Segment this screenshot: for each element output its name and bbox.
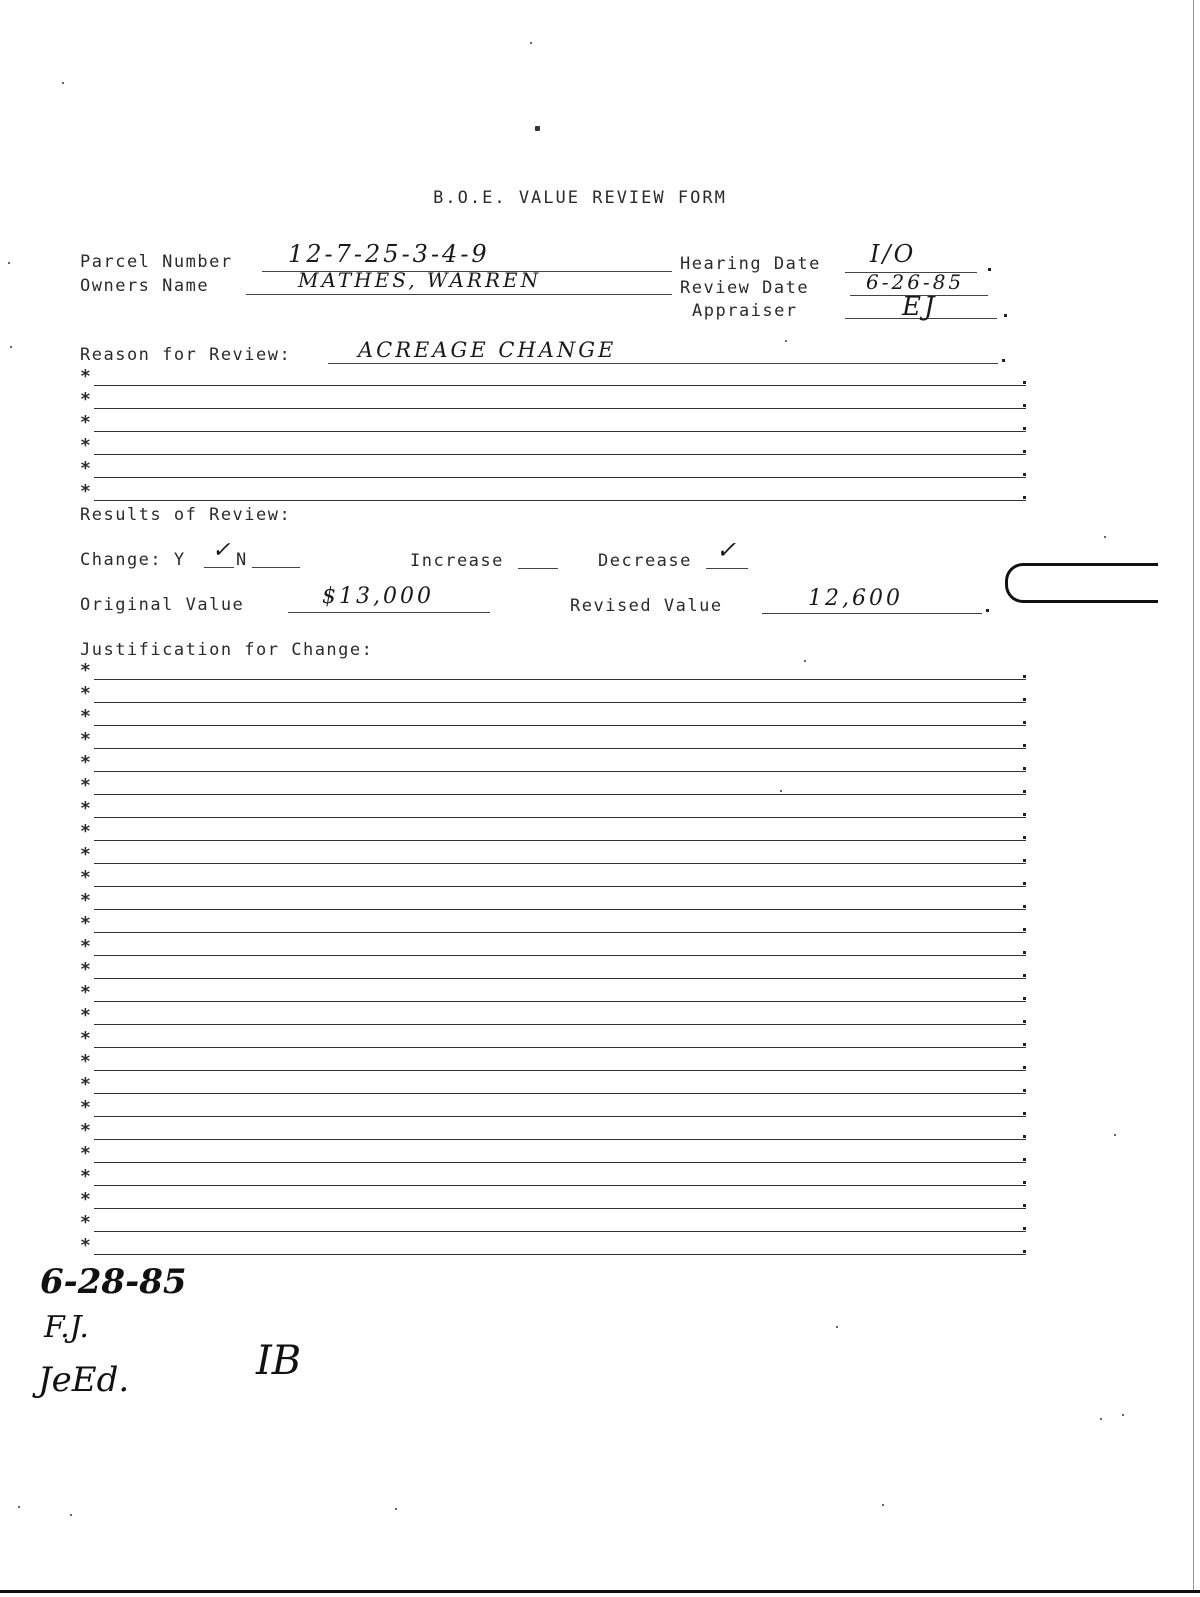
justification-row bbox=[80, 731, 1026, 751]
justification-row bbox=[80, 915, 1026, 935]
bullet-star: * bbox=[80, 1120, 91, 1141]
justification-row bbox=[80, 1053, 1026, 1073]
scan-speck bbox=[70, 1514, 72, 1516]
owners-name-line bbox=[246, 294, 672, 295]
parcel-number-value: 12-7-25-3-4-9 bbox=[288, 240, 490, 268]
reason-row bbox=[80, 437, 1026, 457]
justification-row bbox=[80, 1214, 1026, 1234]
original-value-line bbox=[288, 612, 490, 613]
bullet-star: * bbox=[80, 775, 91, 796]
bullet-star: * bbox=[80, 890, 91, 911]
change-n-label: N bbox=[236, 550, 248, 570]
parcel-number-label: Parcel Number bbox=[80, 252, 233, 272]
reason-row bbox=[80, 391, 1026, 411]
increase-label: Increase bbox=[410, 551, 504, 571]
bullet-star: * bbox=[80, 706, 91, 727]
bullet-star: * bbox=[80, 481, 91, 502]
increase-line bbox=[518, 568, 558, 569]
appraiser-end-dot bbox=[1004, 314, 1007, 317]
reason-row bbox=[80, 483, 1026, 503]
decrease-check-mark: ✓ bbox=[716, 536, 740, 564]
justification-row bbox=[80, 1030, 1026, 1050]
scan-speck bbox=[10, 346, 12, 348]
bullet-star: * bbox=[80, 1235, 91, 1256]
change-y-check-mark: ✓ bbox=[212, 538, 234, 563]
bullet-star: * bbox=[80, 959, 91, 980]
justification-row bbox=[80, 892, 1026, 912]
bullet-star: * bbox=[80, 982, 91, 1003]
justification-row bbox=[80, 869, 1026, 889]
bullet-star: * bbox=[80, 412, 91, 433]
scan-speck bbox=[1122, 1414, 1124, 1416]
bullet-star: * bbox=[80, 389, 91, 410]
scan-speck bbox=[882, 1504, 884, 1506]
bullet-star: * bbox=[80, 936, 91, 957]
change-n-line bbox=[252, 567, 300, 568]
change-y-line bbox=[204, 567, 234, 568]
scan-right-edge bbox=[1193, 0, 1194, 1590]
review-date-label: Review Date bbox=[680, 278, 810, 298]
decrease-label: Decrease bbox=[598, 551, 692, 571]
appraiser-value: EJ bbox=[902, 292, 938, 322]
scan-bottom-edge bbox=[0, 1590, 1200, 1593]
scan-speck bbox=[8, 262, 10, 264]
justification-row bbox=[80, 1099, 1026, 1119]
form-title: B.O.E. VALUE REVIEW FORM bbox=[433, 188, 727, 208]
bullet-star: * bbox=[80, 1189, 91, 1210]
scan-speck bbox=[18, 1506, 20, 1508]
results-of-review-label: Results of Review: bbox=[80, 505, 292, 525]
handwritten-initials-ib: IB bbox=[256, 1338, 302, 1384]
bullet-star: * bbox=[80, 913, 91, 934]
scan-speck bbox=[804, 660, 806, 662]
review-date-value: 6-26-85 bbox=[866, 270, 965, 294]
hearing-date-end-dot bbox=[988, 268, 991, 271]
justification-row bbox=[80, 662, 1026, 682]
bullet-star: * bbox=[80, 1097, 91, 1118]
reason-value: ACREAGE CHANGE bbox=[358, 338, 617, 362]
appraiser-label: Appraiser bbox=[692, 301, 798, 321]
justification-label: Justification for Change: bbox=[80, 640, 374, 660]
scan-speck bbox=[780, 790, 782, 792]
original-value-label: Original Value bbox=[80, 595, 245, 615]
reason-for-review-label: Reason for Review: bbox=[80, 345, 292, 365]
justification-row bbox=[80, 685, 1026, 705]
handwritten-bracket-mark bbox=[1005, 563, 1158, 603]
bullet-star: * bbox=[80, 366, 91, 387]
justification-row bbox=[80, 800, 1026, 820]
bullet-star: * bbox=[80, 729, 91, 750]
justification-row bbox=[80, 1007, 1026, 1027]
bullet-star: * bbox=[80, 1212, 91, 1233]
scan-speck bbox=[530, 42, 532, 44]
reason-row bbox=[80, 368, 1026, 388]
owners-name-label: Owners Name bbox=[80, 276, 210, 296]
bullet-star: * bbox=[80, 867, 91, 888]
handwritten-initials-fj: F.J. bbox=[44, 1310, 89, 1345]
bullet-star: * bbox=[80, 1051, 91, 1072]
bullet-star: * bbox=[80, 798, 91, 819]
bullet-star: * bbox=[80, 1005, 91, 1026]
reason-row bbox=[80, 460, 1026, 480]
bullet-star: * bbox=[80, 821, 91, 842]
hearing-date-label: Hearing Date bbox=[680, 254, 821, 274]
scan-speck bbox=[1100, 1418, 1102, 1420]
change-label: Change: Y bbox=[80, 550, 186, 570]
scan-speck bbox=[785, 340, 787, 342]
justification-row bbox=[80, 823, 1026, 843]
bullet-star: * bbox=[80, 1143, 91, 1164]
handwritten-date: 6-28-85 bbox=[40, 1262, 187, 1302]
scan-speck bbox=[395, 1508, 397, 1510]
bullet-star: * bbox=[80, 1028, 91, 1049]
justification-row bbox=[80, 1076, 1026, 1096]
hearing-date-value: I/O bbox=[870, 240, 917, 268]
bullet-star: * bbox=[80, 752, 91, 773]
justification-row bbox=[80, 708, 1026, 728]
scan-speck bbox=[535, 126, 540, 131]
scan-speck bbox=[1104, 536, 1106, 538]
bullet-star: * bbox=[80, 844, 91, 865]
justification-row bbox=[80, 754, 1026, 774]
justification-row bbox=[80, 1168, 1026, 1188]
justification-row bbox=[80, 1122, 1026, 1142]
reason-line bbox=[328, 363, 998, 364]
handwritten-initials-jed: JeEd. bbox=[38, 1360, 130, 1400]
justification-row bbox=[80, 938, 1026, 958]
scan-speck bbox=[836, 1326, 838, 1328]
reason-end-dot bbox=[1002, 359, 1005, 362]
original-value-value: $13,000 bbox=[322, 584, 434, 609]
bullet-star: * bbox=[80, 660, 91, 681]
bullet-star: * bbox=[80, 1074, 91, 1095]
reason-row bbox=[80, 414, 1026, 434]
justification-row bbox=[80, 777, 1026, 797]
revised-value-line bbox=[762, 613, 982, 614]
revised-value-value: 12,600 bbox=[808, 586, 903, 611]
justification-row bbox=[80, 1191, 1026, 1211]
revised-value-end-dot bbox=[986, 609, 989, 612]
scan-speck bbox=[62, 82, 64, 84]
revised-value-label: Revised Value bbox=[570, 596, 723, 616]
decrease-line bbox=[706, 568, 748, 569]
bullet-star: * bbox=[80, 435, 91, 456]
justification-row bbox=[80, 1145, 1026, 1165]
justification-row bbox=[80, 846, 1026, 866]
justification-row bbox=[80, 1237, 1026, 1257]
justification-row bbox=[80, 984, 1026, 1004]
bullet-star: * bbox=[80, 458, 91, 479]
bullet-star: * bbox=[80, 683, 91, 704]
justification-row bbox=[80, 961, 1026, 981]
bullet-star: * bbox=[80, 1166, 91, 1187]
scan-speck bbox=[1114, 1134, 1116, 1136]
owners-name-value: MATHES, WARREN bbox=[298, 268, 542, 292]
